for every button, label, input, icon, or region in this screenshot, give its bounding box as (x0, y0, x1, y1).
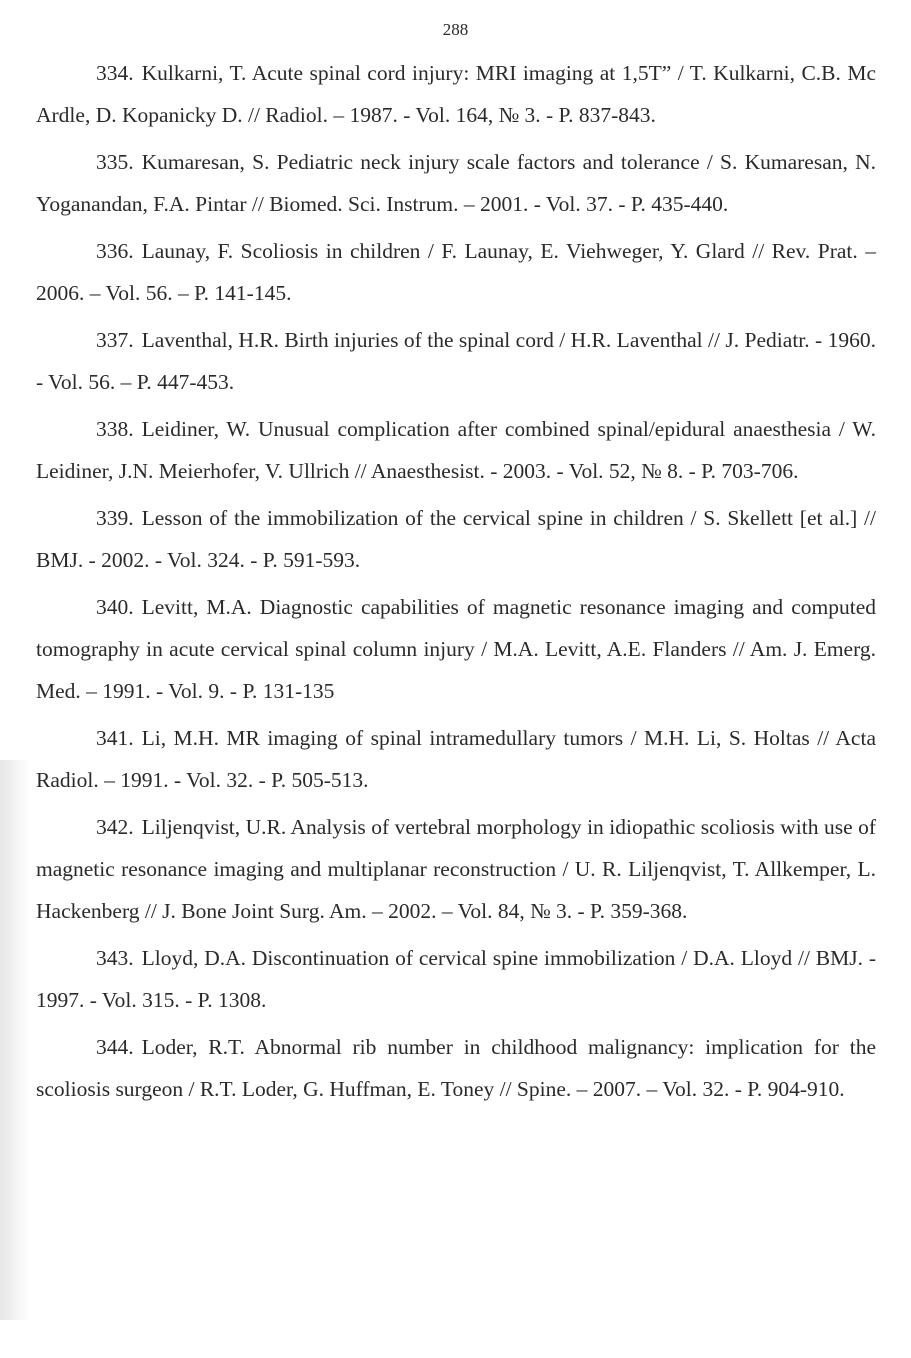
reference-text: Liljenqvist, U.R. Analysis of vertebral morphology in idiopathic scoliosis with use of magnetic resonance imaging and multiplanar reconstruction / U. R. Liljenqvist, T. Allkemper, L. Hackenberg // J. Bone Joint Surg. Am. – 2002. – Vol. 84, № 3. - P. 359-368. (36, 815, 876, 923)
reference-item (36, 497, 876, 586)
reference-number: 339. (96, 506, 134, 530)
reference-number: 342. (96, 815, 134, 839)
reference-text: Kumaresan, S. Pediatric neck injury scale factors and tolerance / S. Kumaresan, N. Yoganandan, F.A. Pintar // Biomed. Sci. Instrum. – 2001. - Vol. 37. - P. 435-440. (36, 150, 876, 216)
reference-number: 334. (96, 61, 134, 85)
reference-item (36, 586, 876, 717)
reference-item (36, 1026, 876, 1115)
reference-number: 338. (96, 417, 134, 441)
reference-item (36, 408, 876, 497)
reference-item (36, 717, 876, 806)
reference-number: 341. (96, 726, 134, 750)
reference-text: Lesson of the immobilization of the cervical spine in children / S. Skellett [et al.] // BMJ. - 2002. - Vol. 324. - P. 591-593. (36, 506, 876, 572)
reference-number: 343. (96, 946, 134, 970)
reference-item (36, 806, 876, 937)
reference-text: Li, M.H. MR imaging of spinal intramedullary tumors / M.H. Li, S. Holtas // Acta Radiol. – 1991. - Vol. 32. - P. 505-513. (36, 726, 876, 792)
reference-item (36, 52, 876, 141)
reference-item (36, 319, 876, 408)
page-number: 288 (442, 20, 469, 39)
reference-item (36, 937, 876, 1026)
scan-shadow (0, 760, 30, 1320)
reference-text: Lloyd, D.A. Discontinuation of cervical spine immobilization / D.A. Lloyd // BMJ. - 1997. - Vol. 315. - P. 1308. (36, 946, 876, 1012)
reference-number: 336. (96, 239, 134, 263)
reference-item (36, 141, 876, 230)
reference-text: Kulkarni, T. Acute spinal cord injury: MRI imaging at 1,5T” / T. Kulkarni, C.B. Mc Ardle, D. Kopanicky D. // Radiol. – 1987. - Vol. 164, № 3. - P. 837-843. (36, 61, 876, 127)
reference-number: 335. (96, 150, 134, 174)
reference-list (36, 52, 876, 1115)
reference-text: Leidiner, W. Unusual complication after combined spinal/epidural anaesthesia / W. Leidiner, J.N. Meierhofer, V. Ullrich // Anaesthesist. - 2003. - Vol. 52, № 8. - P. 703-706. (36, 417, 876, 483)
reference-number: 340. (96, 595, 134, 619)
reference-text: Launay, F. Scoliosis in children / F. Launay, E. Viehweger, Y. Glard // Rev. Prat. – 2006. – Vol. 56. – P. 141-145. (36, 239, 876, 305)
reference-text: Laventhal, H.R. Birth injuries of the spinal cord / H.R. Laventhal // J. Pediatr. - 1960. - Vol. 56. – P. 447-453. (36, 328, 876, 394)
reference-number: 337. (96, 328, 134, 352)
reference-item (36, 230, 876, 319)
reference-number: 344. (96, 1035, 134, 1059)
reference-text: Loder, R.T. Abnormal rib number in childhood malignancy: implication for the scoliosis surgeon / R.T. Loder, G. Huffman, E. Toney // Spine. – 2007. – Vol. 32. - P. 904-910. (36, 1035, 876, 1101)
reference-text: Levitt, M.A. Diagnostic capabilities of magnetic resonance imaging and computed tomography in acute cervical spinal column injury / M.A. Levitt, A.E. Flanders // Am. J. Emerg. Med. – 1991. - Vol. 9. - P. 131-135 (36, 595, 876, 703)
